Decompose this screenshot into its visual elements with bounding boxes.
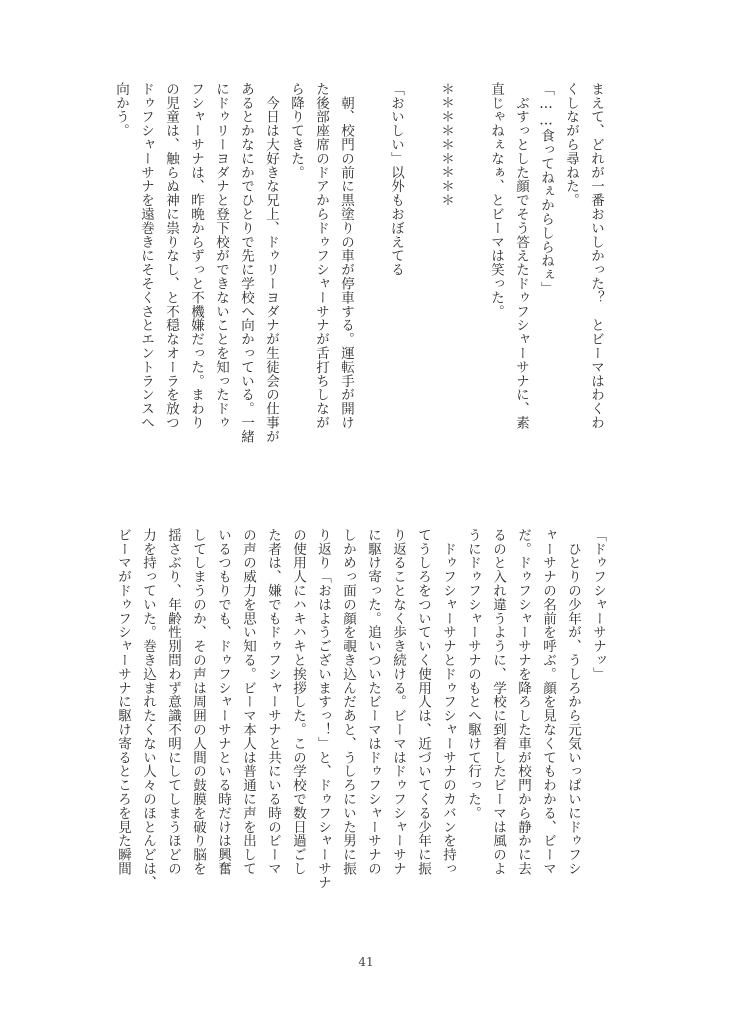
text-column: しかめっ面の顔を覗き込んだあと、うしろにいた男に振 <box>340 528 356 876</box>
text-column: 直じゃねぇなぁ、とビーマは笑った。 <box>488 82 504 319</box>
text-column: フシャーサナは、昨晩からずっと不機嫌だった。まわり <box>188 82 204 430</box>
text-column: り返ることなく歩き続ける。ビーマはドゥフシャーサナ <box>390 528 406 876</box>
text-column: 朝、校門の前に黒塗りの車が停車する。運転手が開け <box>338 82 354 430</box>
text-column: の声の威力を思い知る。ビーマ本人は普通に声を出して <box>240 528 256 876</box>
text-column: ャーサナの名前を呼ぶ。顔を見なくてもわかる、ビーマ <box>540 528 556 876</box>
text-column: るのと入れ違うように、学校に到着したビーマは風のよ <box>490 528 506 876</box>
lower-text-block <box>104 528 610 946</box>
text-column: り返り「おはようございますっ！」と、ドゥフシャーサナ <box>315 528 331 890</box>
text-column: に駆け寄った。追いついたビーマはドゥフシャーサナの <box>365 528 381 876</box>
text-column: うにドゥフシャーサナのもとへ駆けて行った。 <box>465 528 481 820</box>
text-column: ひとりの少年が、うしろから元気いっぱいにドゥフシ <box>565 528 581 876</box>
text-column: の児童は、触らぬ神に祟りなし、と不穏なオーラを放つ <box>163 82 179 430</box>
text-column: 向かう。 <box>113 82 129 138</box>
text-column: 揺さぶり、年齢性別問わず意識不明にしてしまうほどの <box>165 528 181 876</box>
text-column: 力を持っていた。巻き込まれたくない人々のほとんどは、 <box>140 528 156 890</box>
text-column: ドゥフシャーサナとドゥフシャーサナのカバンを持っ <box>440 528 456 876</box>
text-column: た者は、嫌でもドゥフシャーサナと共にいる時のビーマ <box>265 528 281 876</box>
text-column: ＊＊＊＊＊＊＊＊＊ <box>438 82 454 208</box>
text-column: ら降りてきた。 <box>288 82 304 180</box>
text-column: してしまうのか、その声は周囲の人間の鼓膜を破り脳を <box>190 528 206 876</box>
text-column: あるとかなにかでひとりで先に学校へ向かっている。一緒 <box>238 82 254 444</box>
text-column: ビーマがドゥフシャーサナに駆け寄るところを見た瞬間 <box>115 528 131 876</box>
text-column: た後部座席のドアからドゥフシャーサナが舌打ちしなが <box>313 82 329 430</box>
page-number: 41 <box>358 955 374 969</box>
text-column <box>358 82 383 500</box>
text-column: 今日は大好きな兄上、ドゥリーヨダナが生徒会の仕事が <box>263 82 279 444</box>
text-column: にドゥリーヨダナと登下校ができないことを知ったドゥ <box>213 82 229 430</box>
text-column: ぶすっとした顔でそう答えたドゥフシャーサナに、素 <box>513 82 529 430</box>
text-column: いるつもりでも、ドゥフシャーサナといる時だけは興奮 <box>215 528 231 876</box>
text-column: 「ドゥフシャーサナッ」 <box>590 528 606 681</box>
text-column: くしながら尋ねた。 <box>563 82 579 208</box>
upper-text-block <box>100 82 608 500</box>
text-column: てうしろをついていく使用人は、近づいてくる少年に振 <box>415 528 431 876</box>
text-column <box>408 82 433 500</box>
text-column <box>458 82 483 500</box>
text-column: 「……食ってねぇからしらねぇ」 <box>538 82 554 296</box>
text-column: 「おいしい」以外もおぼえてる <box>388 82 404 277</box>
text-column: まえて、どれが一番おいしかった？ とビーマはわくわ <box>588 82 604 430</box>
text-column: だ。ドゥフシャーサナを降ろした車が校門から静かに去 <box>515 528 531 876</box>
text-column: の使用人にハキハキと挨拶した。この学校で数日過ごし <box>290 528 306 876</box>
text-column: ドゥフシャーサナを遠巻きにそそくさとエントランスへ <box>138 82 154 430</box>
